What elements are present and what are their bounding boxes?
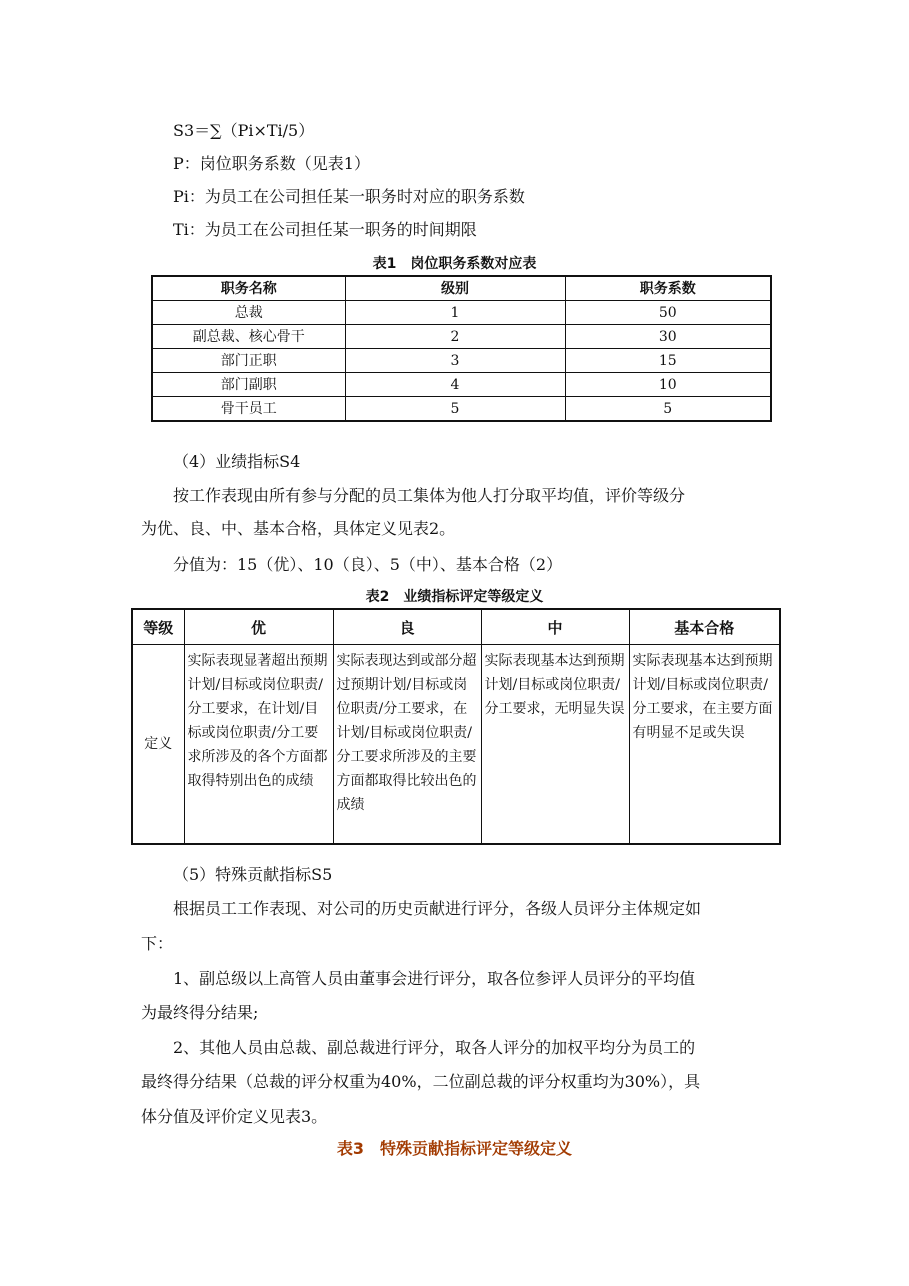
pi-definition: Pi：为员工在公司担任某一职务时对应的职务系数 [173,187,525,206]
definition-pass: 实际表现基本达到预期计划/目标或岗位职责/分工要求，在主要方面有明显不足或失误 [629,645,780,845]
column-header: 优 [184,609,333,645]
table-header-row [152,276,771,301]
table-cell: 部门正职 [152,349,345,373]
column-header: 职务名称 [152,276,345,301]
section5-item1-line: 为最终得分结果; [141,1003,259,1022]
table-row [132,645,780,845]
table-cell: 50 [565,301,771,325]
section5-item2-line: 2、其他人员由总裁、副总裁进行评分，取各人评分的加权平均分为员工的 [173,1038,696,1057]
section5-paragraph-line: 根据员工工作表现、对公司的历史贡献进行评分，各级人员评分主体规定如 [173,899,702,918]
formula-s3: S3＝∑（Pi×Ti/5） [173,121,315,140]
section4-heading: （4）业绩指标S4 [173,452,301,471]
section4-paragraph-line: 按工作表现由所有参与分配的员工集体为他人打分取平均值，评价等级分 [173,486,686,505]
table-cell: 骨干员工 [152,397,345,422]
column-header: 中 [481,609,629,645]
section5-paragraph-line: 下： [141,934,174,953]
ti-definition: Ti：为员工在公司担任某一职务的时间期限 [173,220,477,239]
section5-item2-line: 体分值及评价定义见表3。 [141,1107,328,1126]
table-cell: 副总裁、核心骨干 [152,325,345,349]
table-cell: 30 [565,325,771,349]
table3-caption: 表3 特殊贡献指标评定等级定义 [336,1139,573,1158]
table-cell: 部门副职 [152,373,345,397]
table1-caption: 表1 岗位职务系数对应表 [372,256,537,272]
column-header: 职务系数 [565,276,771,301]
table-cell: 10 [565,373,771,397]
table-row [152,325,771,349]
table-cell: 2 [345,325,565,349]
p-definition: P：岗位职务系数（见表1） [173,154,370,173]
table-cell: 总裁 [152,301,345,325]
table-cell: 4 [345,373,565,397]
table-row [152,301,771,325]
column-header: 等级 [132,609,184,645]
column-header: 良 [333,609,481,645]
table-cell: 3 [345,349,565,373]
definition-average: 实际表现基本达到预期计划/目标或岗位职责/分工要求，无明显失误 [481,645,629,845]
table-cell: 5 [565,397,771,422]
table2-caption: 表2 业绩指标评定等级定义 [365,589,544,605]
table-header-row [132,609,780,645]
table-cell: 5 [345,397,565,422]
column-header: 基本合格 [629,609,780,645]
section5-heading: （5）特殊贡献指标S5 [173,865,333,884]
table-row [152,397,771,422]
definition-good: 实际表现达到或部分超过预期计划/目标或岗位职责/分工要求，在计划/目标或岗位职责/分工要求所涉及的主要方面都取得比较出色的成绩 [333,645,481,845]
performance-grade-table [131,608,781,845]
section5-item2-line: 最终得分结果（总裁的评分权重为40%，二位副总裁的评分权重均为30%），具 [141,1072,701,1091]
section5-item1-line: 1、副总级以上高管人员由董事会进行评分，取各位参评人员评分的平均值 [173,969,696,988]
position-coefficient-table [151,275,772,422]
row-label: 定义 [132,645,184,845]
column-header: 级别 [345,276,565,301]
table-row [152,349,771,373]
section4-values: 分值为：15（优）、10（良）、5（中）、基本合格（2） [173,555,563,574]
section4-paragraph-line: 为优、良、中、基本合格，具体定义见表2。 [141,519,456,538]
table-cell: 15 [565,349,771,373]
table-row [152,373,771,397]
definition-excellent: 实际表现显著超出预期计划/目标或岗位职责/分工要求，在计划/目标或岗位职责/分工要求所涉及的各个方面都取得特别出色的成绩 [184,645,333,845]
table-cell: 1 [345,301,565,325]
